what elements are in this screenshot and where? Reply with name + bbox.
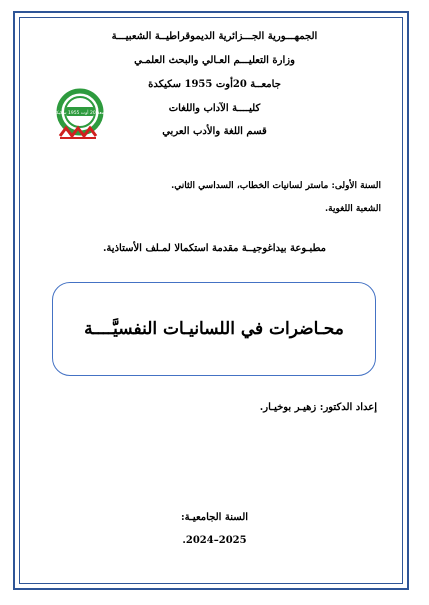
faculty-name: كليــــة الآداب واللغات: [168, 103, 261, 114]
academic-year-label: السنة الجامعيـة:: [180, 512, 249, 523]
department-name: قسم اللغة والأدب العربي: [162, 126, 267, 137]
republic-name: الجمهـــورية الجـــزائرية الديموقراطيــة الشعبيـــة: [111, 31, 318, 42]
logo-text: جامعة 20 أوت 1955 سكيكدة: [52, 111, 108, 116]
title-box: [52, 282, 376, 376]
academic-year: 2025–2024.: [182, 535, 247, 546]
publication-note: مطبـوعة بيداغوجيــة مقدمة استكمالا لمـلف الأستاذية.: [102, 243, 327, 254]
ministry-name: وزارة التعليـــم العـالي والبحث العلمـي: [134, 55, 295, 66]
year-semester: السنة الأولى: ماستر لسانيات الخطاب، السداسي الثاني.: [171, 181, 381, 191]
document-title: محـاضرات في اللسانيـات النفسيَّــــة: [84, 319, 344, 339]
division: الشعبة اللغوية.: [325, 204, 381, 214]
university-name: جامعــة 20أوت 1955 سكيكدة: [148, 79, 281, 90]
author: إعداد الدكتور: زهيـر بوخيـار.: [259, 402, 377, 413]
university-logo-icon: [52, 88, 108, 144]
